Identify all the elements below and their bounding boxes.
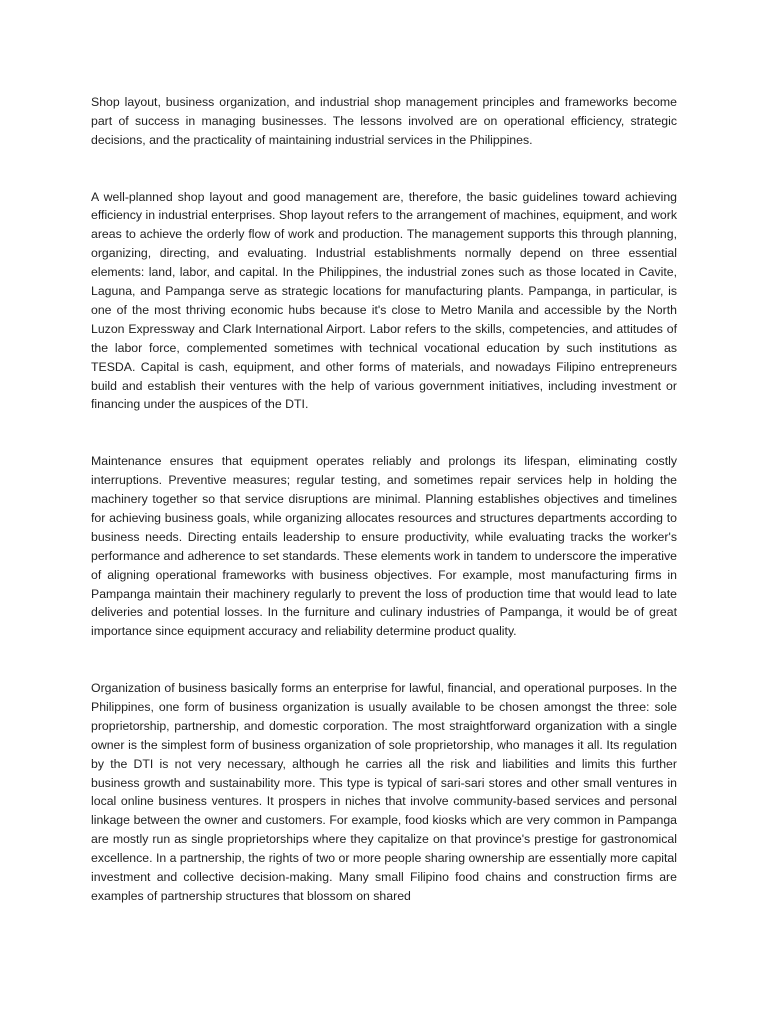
paragraph-business-organization: Organization of business basically forms an enterprise for lawful, financial, and operational purposes. In the Philippines, one form of business organization is usually available to be chosen amongst the three: sole proprietorship, partnership, and domestic corporation. The most straightforward organization with a single owner is the simplest form of business organization of sole proprietorship, who manages it all. Its regulation by the DTI is not very necessary, although he carries all the risk and liabilities and limits this further business growth and sustainability more. This type is typical of sari-sari stores and other small ventures in local online business ventures. It prospers in niches that involve community-based services and personal linkage between the owner and customers. For example, food kiosks which are very common in Pampanga are mostly run as single proprietorships where they capitalize on that province's prestige for gastronomical excellence. In a partnership, the rights of two or more people sharing ownership are essentially more capital investment and collective decision-making. Many small Filipino food chains and construction firms are examples of partnership structures that blossom on shared: [91, 681, 677, 904]
paragraph-intro: Shop layout, business organization, and industrial shop management principles and frameworks become part of success in managing businesses. The lessons involved are on operational efficiency, strategic decisions, and the practicality of maintaining industrial services in the Philippines.: [91, 95, 677, 147]
paragraph-shop-layout: A well-planned shop layout and good management are, therefore, the basic guidelines toward achieving efficiency in industrial enterprises. Shop layout refers to the arrangement of machines, equipment, and work areas to achieve the orderly flow of work and production. The management supports this through planning, organizing, directing, and evaluating. Industrial establishments normally depend on three essential elements: land, labor, and capital. In the Philippines, the industrial zones such as those located in Cavite, Laguna, and Pampanga serve as strategic locations for manufacturing plants. Pampanga, in particular, is one of the most thriving economic hubs because it's close to Metro Manila and accessible by the North Luzon Expressway and Clark International Airport. Labor refers to the skills, competencies, and attitudes of the labor force, complemented sometimes with technical vocational education by such institutions as TESDA. Capital is cash, equipment, and other forms of materials, and nowadays Filipino entrepreneurs build and establish their ventures with the help of various government initiatives, including investment or financing under the auspices of the DTI.: [91, 189, 677, 412]
paragraph-maintenance: Maintenance ensures that equipment operates reliably and prolongs its lifespan, eliminating costly interruptions. Preventive measures; regular testing, and sometimes repair services help in holding the machinery together so that service disruptions are minimal. Planning establishes objectives and timelines for achieving business goals, while organizing allocates resources and structures departments according to business needs. Directing entails leadership to ensure productivity, while evaluating tracks the worker's performance and adherence to set standards. These elements work in tandem to underscore the imperative of aligning operational frameworks with business objectives. For example, most manufacturing firms in Pampanga maintain their machinery regularly to prevent the loss of production time that would lead to late deliveries and potential losses. In the furniture and culinary industries of Pampanga, it would be of great importance since equipment accuracy and reliability determine product quality.: [91, 454, 677, 639]
document-body: [91, 93, 677, 906]
